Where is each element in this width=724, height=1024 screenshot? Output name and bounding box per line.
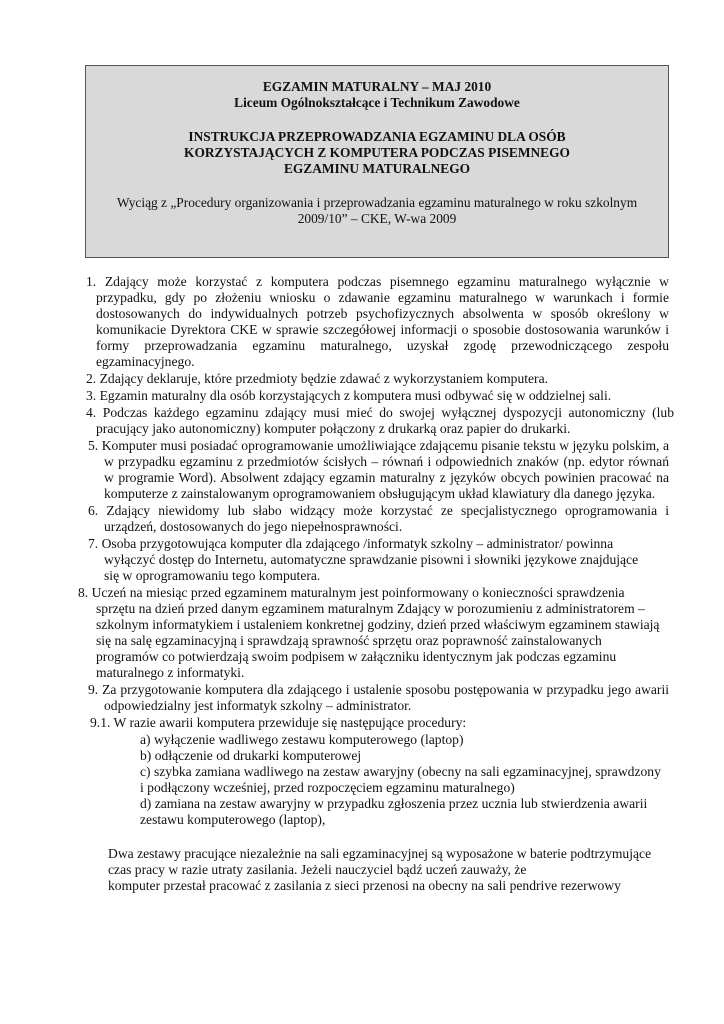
final-paragraph xyxy=(0,846,669,894)
item-number: 9.1. xyxy=(90,715,111,730)
header-box xyxy=(85,65,669,258)
item-number: 2. xyxy=(86,371,97,386)
item-text: Komputer musi posiadać oprogramowanie umożliwiające zdającemu pisanie tekstu w języku polskim, a w przypadku egzaminu z przedmiotów ścisłych – równań i odpowiednich znaków (np. edytor równań w programie Word). Absolwent zdający egzamin maturalny z języków obcych powinien pracować na komputerze z zainstalowanym oprogramowaniem obsługującym układ klawiatury dla danego języka. xyxy=(101,438,669,501)
item-number: 8. xyxy=(78,585,89,600)
procedure-c: c) szybka zamiana wadliwego na zestaw awaryjny (obecny na sali egzaminacyjnej, sprawdzony i podłączony wcześniej, przed rozpoczęciem egzaminu maturalnego) xyxy=(140,764,661,795)
item-text: Egzamin maturalny dla osób korzystających z komputera musi odbywać się w oddzielnej sali. xyxy=(99,388,612,403)
item-number: 9. xyxy=(88,682,99,697)
list-item xyxy=(0,715,664,731)
extract-note: Wyciąg z „Procedury organizowania i przeprowadzania egzaminu maturalnego w roku szkolnym 2009/10” – CKE, W-wa 2009 xyxy=(116,195,638,226)
list-item xyxy=(0,388,674,404)
item-text: Zdający niewidomy lub słabo widzący może korzystać ze specjalistycznego oprogramowania i urządzeń, dostosowanych do jego niepełnosprawności. xyxy=(104,503,669,534)
item-number: 6. xyxy=(88,503,99,518)
list-item xyxy=(0,503,669,535)
item-number: 1. xyxy=(86,274,97,289)
list-item xyxy=(0,536,639,584)
final-paragraph-line2: komputer przestał pracować z zasilania z sieci przenosi na obecny na sali pendrive rezerwowy xyxy=(108,878,621,893)
procedure-b: b) odłączenie od drukarki komputerowej xyxy=(140,748,362,763)
list-item xyxy=(0,438,669,502)
list-item xyxy=(0,405,674,437)
item-text: Zdający deklaruje, które przedmioty będzie zdawać z wykorzystaniem komputera. xyxy=(99,371,549,386)
item-text: W razie awarii komputera przewiduje się następujące procedury: xyxy=(113,715,467,730)
instruction-title: INSTRUKCJA PRZEPROWADZANIA EGZAMINU DLA OSÓB KORZYSTAJĄCYCH Z KOMPUTERA PODCZAS PISEMNEGO EGZAMINU MATURALNEGO xyxy=(184,129,570,176)
procedure-a: a) wyłączenie wadliwego zestawu komputerowego (laptop) xyxy=(140,732,464,747)
procedure-d: d) zamiana na zestaw awaryjny w przypadku zgłoszenia przez ucznia lub stwierdzenia awarii zestawu komputerowego (laptop), xyxy=(140,796,648,827)
item-number: 4. xyxy=(86,405,97,420)
list-item xyxy=(0,682,669,714)
exam-title: EGZAMIN MATURALNY – MAJ 2010 xyxy=(262,79,492,94)
item-text: Za przygotowanie komputera dla zdającego i ustalenie sposobu postępowania w przypadku jego awarii odpowiedzialny jest informatyk szkolny – administrator. xyxy=(102,682,670,713)
list-item xyxy=(0,274,669,370)
item-number: 5. xyxy=(88,438,99,453)
item-number: 3. xyxy=(86,388,97,403)
item-text: Podczas każdego egzaminu zdający musi mieć do swojej wyłącznej dyspozycji autonomiczny (lub pracujący jako autonomiczny) komputer połączony z drukarką oraz papier do drukarki. xyxy=(96,405,675,436)
item-number: 7. xyxy=(88,536,99,551)
item-text: Zdający może korzystać z komputera podczas pisemnego egzaminu maturalnego wyłącznie w przypadku, gdy po złożeniu wniosku o zdawanie egzaminu maturalnego w warunkach i formie dostosowanych do indywidualnych potrzeb psychofizycznych absolwenta w sposób określony w komunikacie Dyrektora CKE w sprawie szczegółowej informacji o sposobie dostosowania warunków i formy przeprowadzania egzaminu maturalnego, uzyskał zgodę przewodniczącego zespołu egzaminacyjnego. xyxy=(96,274,669,369)
document-body xyxy=(0,274,724,894)
item-text: Uczeń na miesiąc przed egzaminem maturalnym jest poinformowany o konieczności sprawdzenia sprzętu na dzień przed danym egzaminem maturalnym Zdający w porozumieniu z administratorem – szkolnym informatykiem i ustaleniem konkretnej godziny, dzień przed właściwym egzaminem stawiają się na salę egzaminacyjną i sprawdzają sprawność sprzętu oraz poprawność zainstalowanych programów co potwierdzają swoim podpisem w załączniku identycznym jak podczas egzaminu maturalnego z informatyki. xyxy=(91,585,660,680)
school-name: Liceum Ogólnokształcące i Technikum Zawodowe xyxy=(234,95,520,110)
list-item xyxy=(0,585,664,681)
item-text: Osoba przygotowująca komputer dla zdającego /informatyk szkolny – administrator/ powinna wyłączyć dostęp do Internetu, automatyczne sprawdzanie pisowni i słowniki językowe znajdujące się w oprogramowaniu tego komputera. xyxy=(101,536,639,583)
final-paragraph-line1: Dwa zestawy pracujące niezależnie na sali egzaminacyjnej są wyposażone w baterie podtrzymujące czas pracy w razie utraty zasilania. Jeżeli nauczyciel bądź uczeń zauważy, że xyxy=(108,846,652,877)
list-item xyxy=(0,371,674,387)
